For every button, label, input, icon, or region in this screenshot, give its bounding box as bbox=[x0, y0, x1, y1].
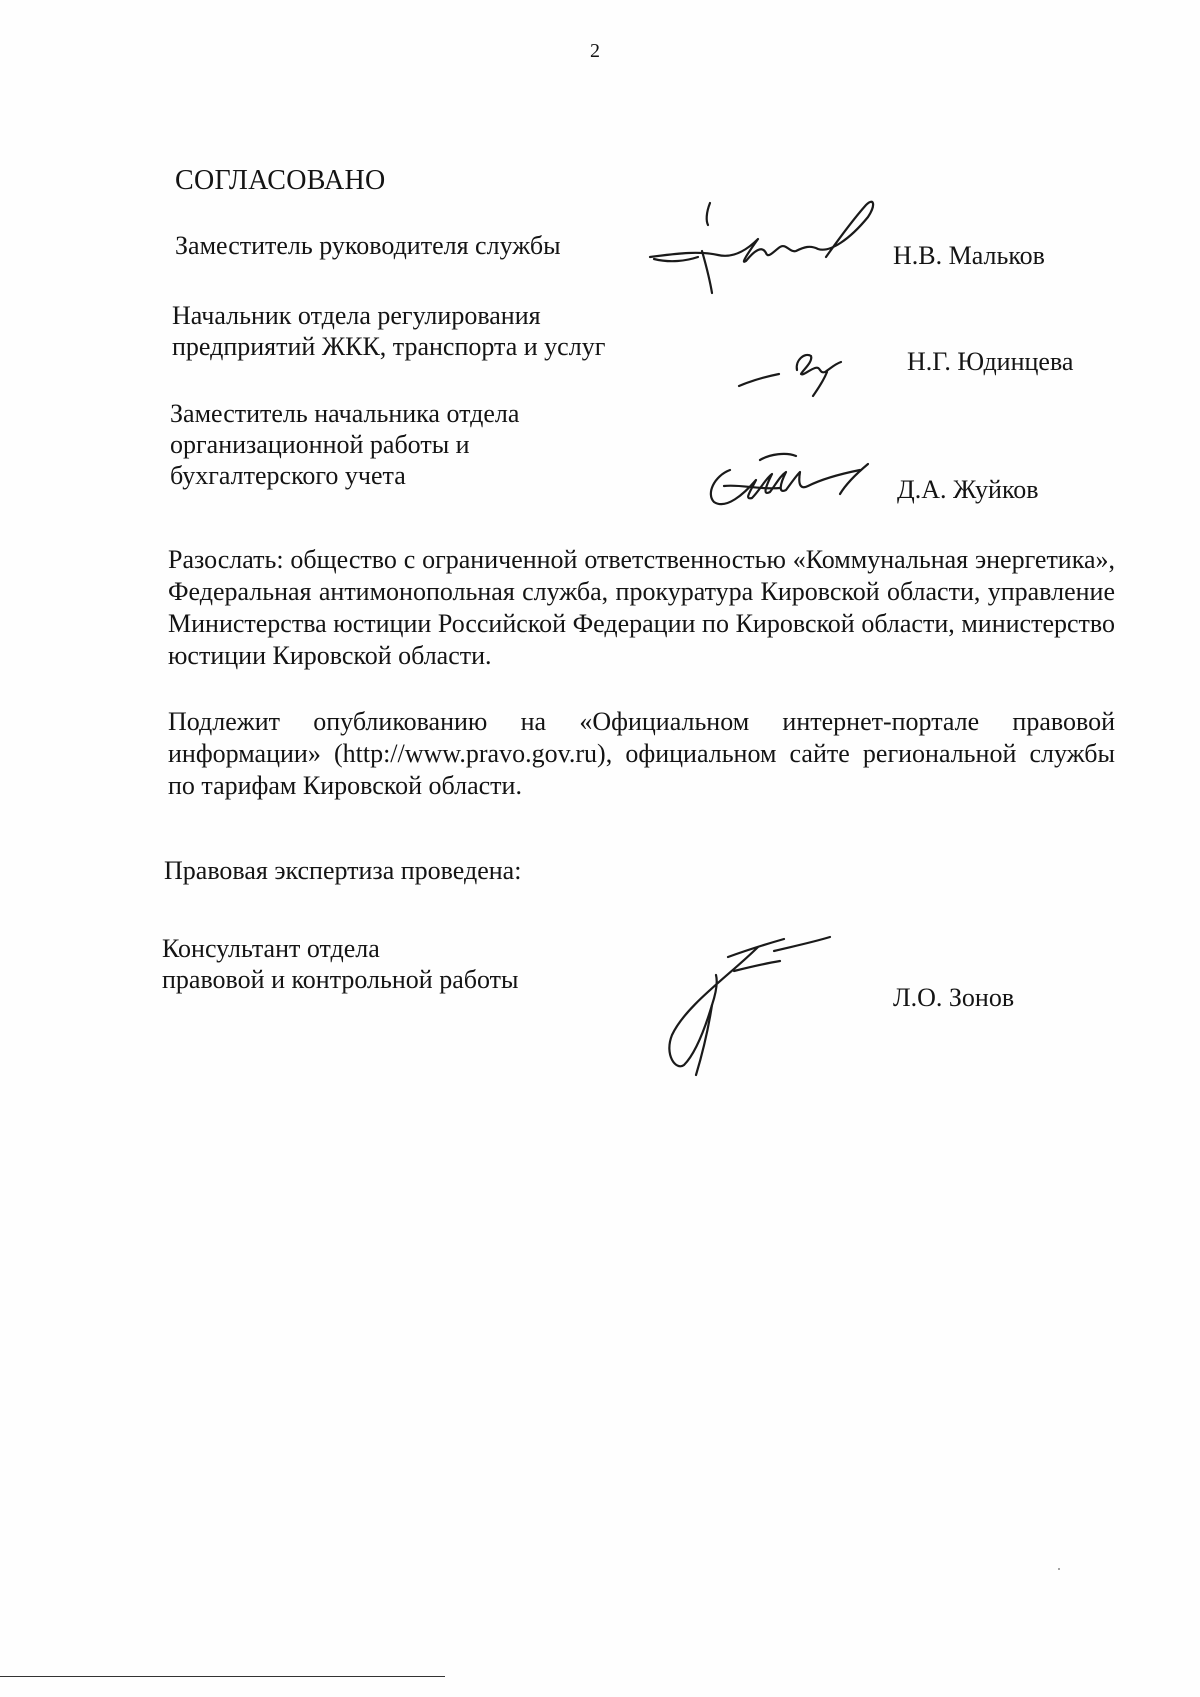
footer-rule bbox=[0, 1676, 445, 1677]
consultant-position bbox=[162, 933, 518, 995]
approver-2-name: Н.Г. Юдинцева bbox=[907, 347, 1074, 376]
signature-zhuikov bbox=[700, 440, 910, 520]
signature-yudintseva bbox=[735, 340, 875, 400]
approval-heading: СОГЛАСОВАНО bbox=[175, 165, 386, 196]
approver-1-name: Н.В. Мальков bbox=[893, 241, 1045, 270]
approver-3-position-line-3: бухгалтерского учета bbox=[170, 461, 406, 490]
publication-paragraph: Подлежит опубликованию на «Официальном интернет-портале правовой информации» (http://www.pravo.gov.ru), официальном сайте региональной службы по тарифам Кировской области. bbox=[168, 707, 1115, 800]
scan-speck bbox=[1058, 1568, 1060, 1570]
approver-3-name: Д.А. Жуйков bbox=[897, 475, 1039, 504]
approver-2-position-line-1: Начальник отдела регулирования bbox=[172, 301, 541, 330]
consultant-position-line-2: правовой и контрольной работы bbox=[162, 965, 519, 994]
approver-1-position-line: Заместитель руководителя службы bbox=[175, 231, 561, 260]
legal-review-note: Правовая экспертиза проведена: bbox=[164, 856, 522, 885]
approver-1-position bbox=[175, 230, 561, 261]
approver-3-position-line-2: организационной работы и bbox=[170, 430, 470, 459]
approver-3-position bbox=[170, 398, 519, 491]
consultant-name: Л.О. Зонов bbox=[893, 983, 1015, 1012]
approver-2-position-line-2: предприятий ЖКК, транспорта и услуг bbox=[172, 332, 606, 361]
distribution-paragraph: Разослать: общество с ограниченной ответственностью «Коммунальная энергетика», Федеральная антимонопольная служба, прокуратура Кировской области, управление Министерства юстиции Российской Федерации по Кировской области, министерство юстиции Кировской области. bbox=[168, 545, 1115, 670]
approver-3-position-line-1: Заместитель начальника отдела bbox=[170, 399, 520, 428]
signature-zonov bbox=[650, 935, 850, 1085]
consultant-position-line-1: Консультант отдела bbox=[162, 934, 380, 963]
approver-2-position bbox=[172, 300, 605, 362]
page-number: 2 bbox=[590, 40, 600, 62]
